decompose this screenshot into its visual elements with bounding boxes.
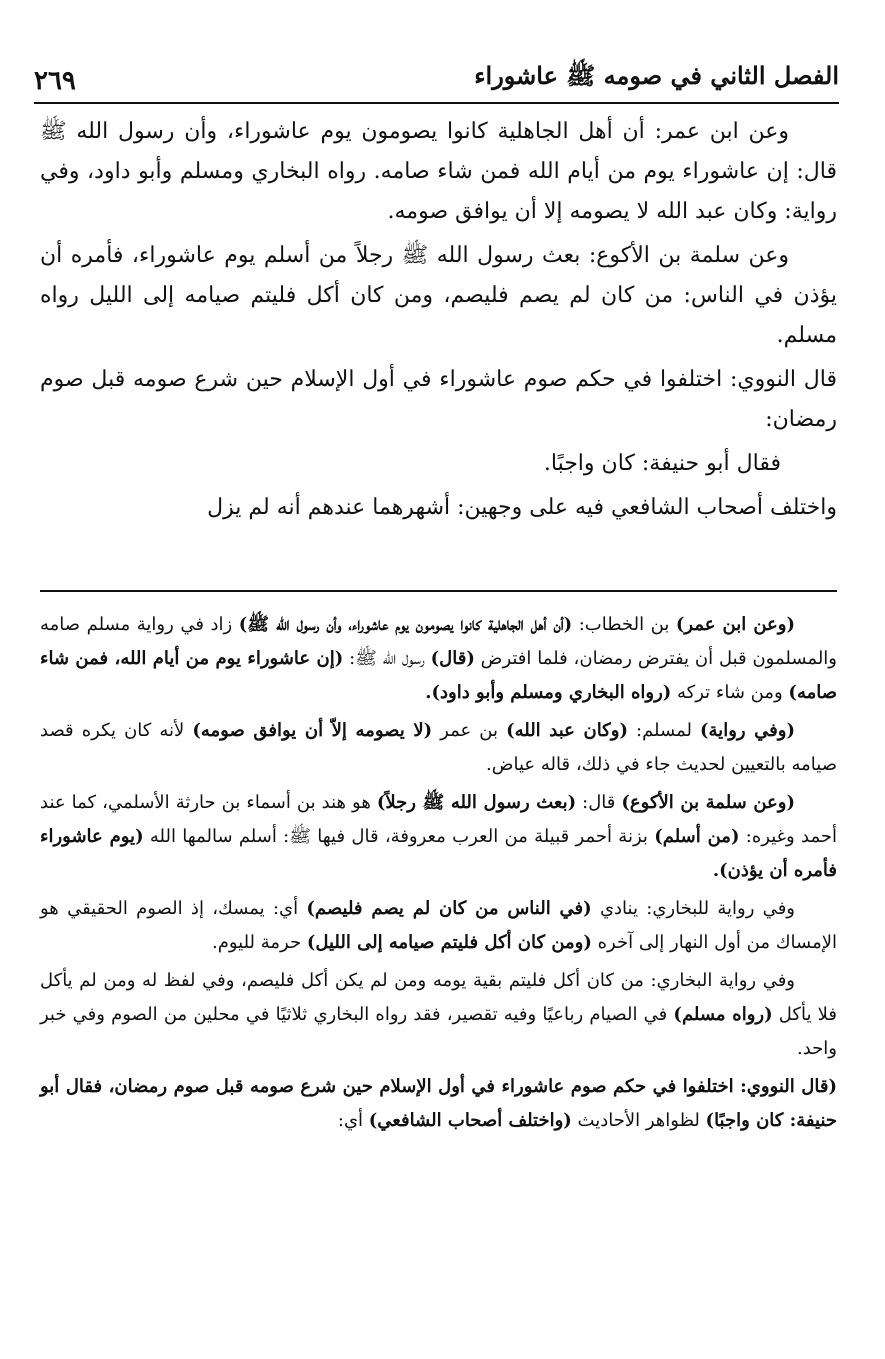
commentary-text: وفي رواية للبخاري: ينادي xyxy=(591,898,795,919)
quoted-text: (ومن كان أكل فليتم صيامه إلى الليل) xyxy=(306,932,592,953)
quoted-text: (وفي رواية) xyxy=(700,720,795,741)
quoted-text: (واختلف أصحاب الشافعي) xyxy=(368,1110,572,1131)
commentary-paragraph xyxy=(40,608,837,710)
quoted-text: (من أسلم) xyxy=(654,826,740,847)
quoted-text: (إن عاشوراء يوم من أيام الله، فمن شاء صامه) xyxy=(40,648,837,703)
quoted-text: (رواه البخاري ومسلم وأبو داود). xyxy=(425,682,672,703)
quoted-text: (رواه مسلم) xyxy=(673,1004,773,1025)
commentary-text: قال: xyxy=(576,792,622,813)
quoted-text: (وعن ابن عمر) xyxy=(675,614,795,635)
quoted-text: (قال النووي: اختلفوا في حكم صوم عاشوراء في أول الإسلام حين شرع صومه قبل صوم رمضان، فقال أبو حنيفة: كان واجبًا) xyxy=(40,1076,837,1131)
page-header xyxy=(34,48,839,104)
main-paragraph-shafii: واختلف أصحاب الشافعي فيه على وجهين: أشهرهما عندهم أنه لم يزل xyxy=(207,495,837,520)
quoted-text: (وكان عبد الله) xyxy=(506,720,628,741)
main-paragraph-nawawi: قال النووي: اختلفوا في حكم صوم عاشوراء في أول الإسلام حين شرع صومه قبل صوم رمضان: xyxy=(40,367,837,432)
quoted-text: (لا يصومه إلاّ أن يوافق صومه) xyxy=(192,720,433,741)
commentary-paragraph xyxy=(40,1070,837,1138)
main-paragraph-abu-hanifa: فقال أبو حنيفة: كان واجبًا. xyxy=(543,451,781,476)
quoted-text: (وعن سلمة بن الأكوع) xyxy=(621,792,795,813)
commentary-paragraph xyxy=(40,714,837,782)
commentary-paragraph xyxy=(40,786,837,888)
main-text xyxy=(40,112,837,532)
commentary-text: أي: xyxy=(337,1110,369,1131)
running-head: الفصل الثاني في صومه ﷺ عاشوراء xyxy=(474,61,839,90)
commentary-text: رسول الله ﷺ: xyxy=(343,648,431,669)
commentary-text: بن الخطاب: xyxy=(572,614,676,635)
commentary-text: أي: يمسك، إذ الصوم الحقيقي هو الإمساك من أول النهار إلى آخره xyxy=(40,898,837,953)
quoted-text: (بعث رسول الله ﷺ رجلاً) xyxy=(376,792,577,813)
commentary-text: ومن شاء تركه xyxy=(671,682,789,703)
quoted-text: (أن أهل الجاهلية كانوا يصومون يوم عاشوراء، وأن رسول الله ﷺ) xyxy=(238,614,573,635)
commentary-paragraph xyxy=(40,892,837,960)
commentary-text: في الصيام رباعيًا وفيه تقصير، فقد رواه البخاري ثلاثيًا في محلين من الصوم وفي خبر واحد. xyxy=(40,1004,837,1059)
commentary-text: وفي رواية البخاري: من كان أكل فليتم بقية يومه ومن لم يكن أكل فليصم، وفي لفظ له ومن لم يأكل فلا يأكل xyxy=(40,970,837,1025)
commentary-text: بن عمر xyxy=(432,720,507,741)
commentary-text: حرمة لليوم. xyxy=(212,932,307,953)
commentary-text: لأنه كان يكره قصد صيامه بالتعيين لحديث جاء في ذلك، قاله عياض. xyxy=(40,720,837,775)
quoted-text: (في الناس من كان لم يصم فليصم) xyxy=(306,898,592,919)
commentary xyxy=(40,608,837,1142)
main-paragraph-ibn-umar: وعن ابن عمر: أن أهل الجاهلية كانوا يصومون يوم عاشوراء، وأن رسول الله ﷺ قال: إن عاشوراء يوم من أيام الله فمن شاء صامه. رواه البخاري ومسلم وأبو داود، وفي رواية: وكان عبد الله لا يصومه إلا أن يوافق صومه. xyxy=(40,119,837,224)
commentary-text: لمسلم: xyxy=(627,720,701,741)
commentary-text: هو هند بن أسماء بن حارثة الأسلمي، كما عند أحمد وغيره: xyxy=(40,792,838,847)
page-number: ٢٦٩ xyxy=(34,66,76,96)
commentary-text: زاد في رواية مسلم صامه والمسلمون قبل أن يفترض رمضان، فلما افترض xyxy=(40,614,837,669)
quoted-text: (قال) xyxy=(430,648,475,669)
commentary-paragraph xyxy=(40,964,837,1066)
footnote-divider xyxy=(40,590,837,592)
main-paragraph-salama: وعن سلمة بن الأكوع: بعث رسول الله ﷺ رجلاً من أسلم يوم عاشوراء، فأمره أن يؤذن في الناس: من كان لم يصم فليصم، ومن كان أكل فليتم صيامه إلى الليل رواه مسلم. xyxy=(40,243,837,348)
quoted-text: (يوم عاشوراء فأمره أن يؤذن). xyxy=(40,826,837,881)
commentary-text: لظواهر الأحاديث xyxy=(571,1110,706,1131)
commentary-text: بزنة أحمر قبيلة من العرب معروفة، قال فيها ﷺ: أسلم سالمها الله xyxy=(143,826,655,847)
